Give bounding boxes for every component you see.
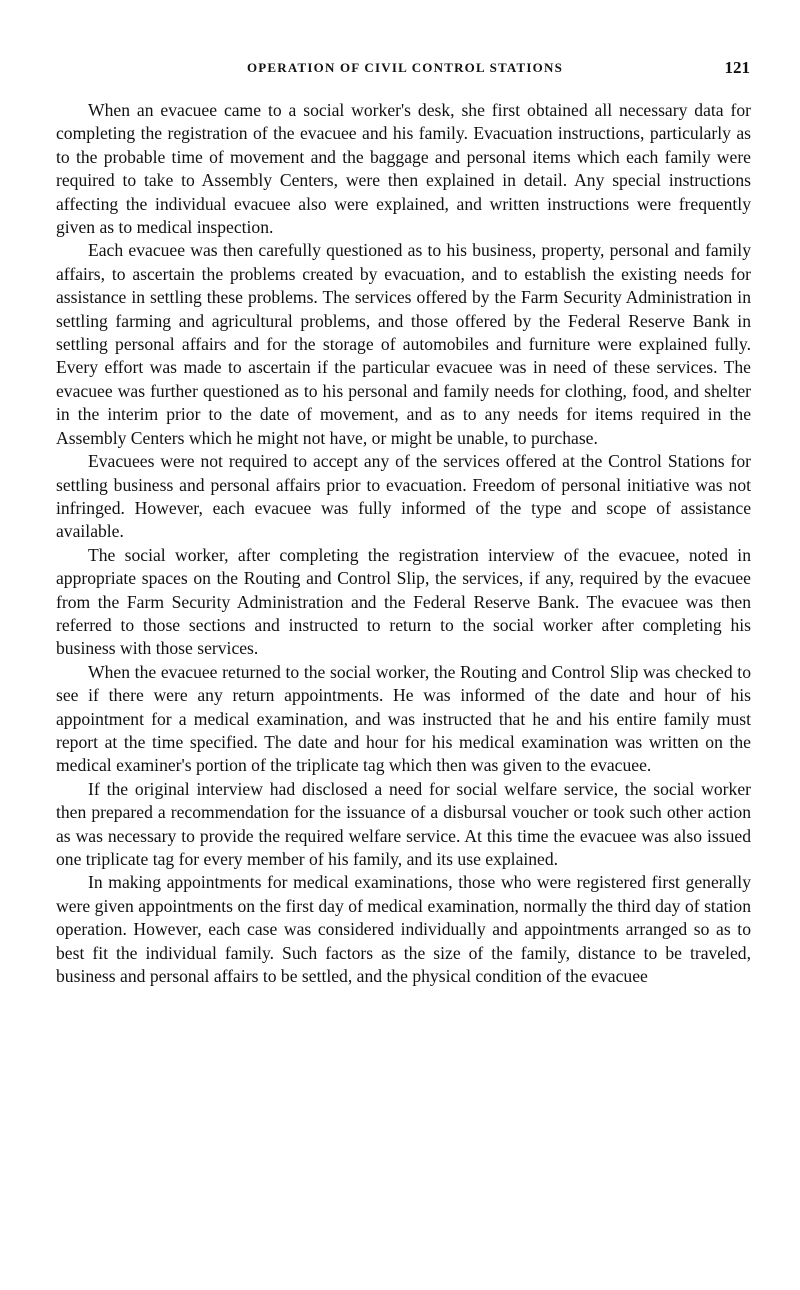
body-text: [56, 99, 751, 988]
paragraph: The social worker, after completing the registration interview of the evacuee, noted in appropriate spaces on the Routing and Control Slip, the services, if any, required by the evacuee from the Farm Security Administration and the Federal Reserve Bank. The evacuee was then referred to those sections and instructed to return to the social worker after completing his business with those services.: [56, 544, 751, 659]
paragraph: In making appointments for medical examinations, those who were registered first generally were given appointments on the first day of medical examination, normally the third day of station operation. However, each case was considered individually and appointments arranged so as to best fit the individual family. Such factors as the size of the family, distance to be traveled, business and personal affairs to be settled, and the physical condition of the evacuee: [56, 872, 751, 987]
page-number: 121: [724, 58, 750, 77]
paragraph: Evacuees were not required to accept any of the services offered at the Control Stations for settling business and personal affairs prior to evacuation. Freedom of personal initiative was not infringed. However, each evacuee was fully informed of the type and scope of assistance available.: [56, 451, 751, 542]
paragraph: Each evacuee was then carefully questioned as to his business, property, personal and family affairs, to ascertain the problems created by evacuation, and to establish the existing needs for assistance in settling these problems. The services offered by the Farm Security Administration in settling farming and agricultural problems, and those offered by the Federal Reserve Bank in settling personal affairs and for the storage of automobiles and furniture were explained fully. Every effort was made to ascertain if the particular evacuee was in need of these services. The evacuee was further questioned as to his personal and family needs for clothing, food, and shelter in the interim prior to the date of movement, and as to any needs for items required in the Assembly Centers which he might not have, or might be unable, to purchase.: [56, 240, 751, 448]
paragraph: If the original interview had disclosed a need for social welfare service, the social worker then prepared a recommendation for the issuance of a disbursal voucher or took such other action as was necessary to provide the required welfare service. At this time the evacuee was also issued one triplicate tag for every member of his family, and its use explained.: [56, 778, 751, 869]
paragraph: When the evacuee returned to the social worker, the Routing and Control Slip was checked to see if there were any return appointments. He was informed of the date and hour of his appointment for a medical examination, and was instructed that he and his entire family must report at the time specified. The date and hour for his medical examination was written on the medical examiner's portion of the triplicate tag which then was given to the evacuee.: [56, 661, 751, 776]
running-head: [60, 58, 750, 80]
paragraph: When an evacuee came to a social worker's desk, she first obtained all necessary data for completing the registration of the evacuee and his family. Evacuation instructions, particularly as to the probable time of movement and the baggage and personal items which each family were required to take to Assembly Centers, were then explained in detail. Any special instructions affecting the individual evacuee also were explained, and written instructions were frequently given as to medical inspection.: [56, 100, 751, 238]
running-title: OPERATION OF CIVIL CONTROL STATIONS: [246, 60, 563, 75]
